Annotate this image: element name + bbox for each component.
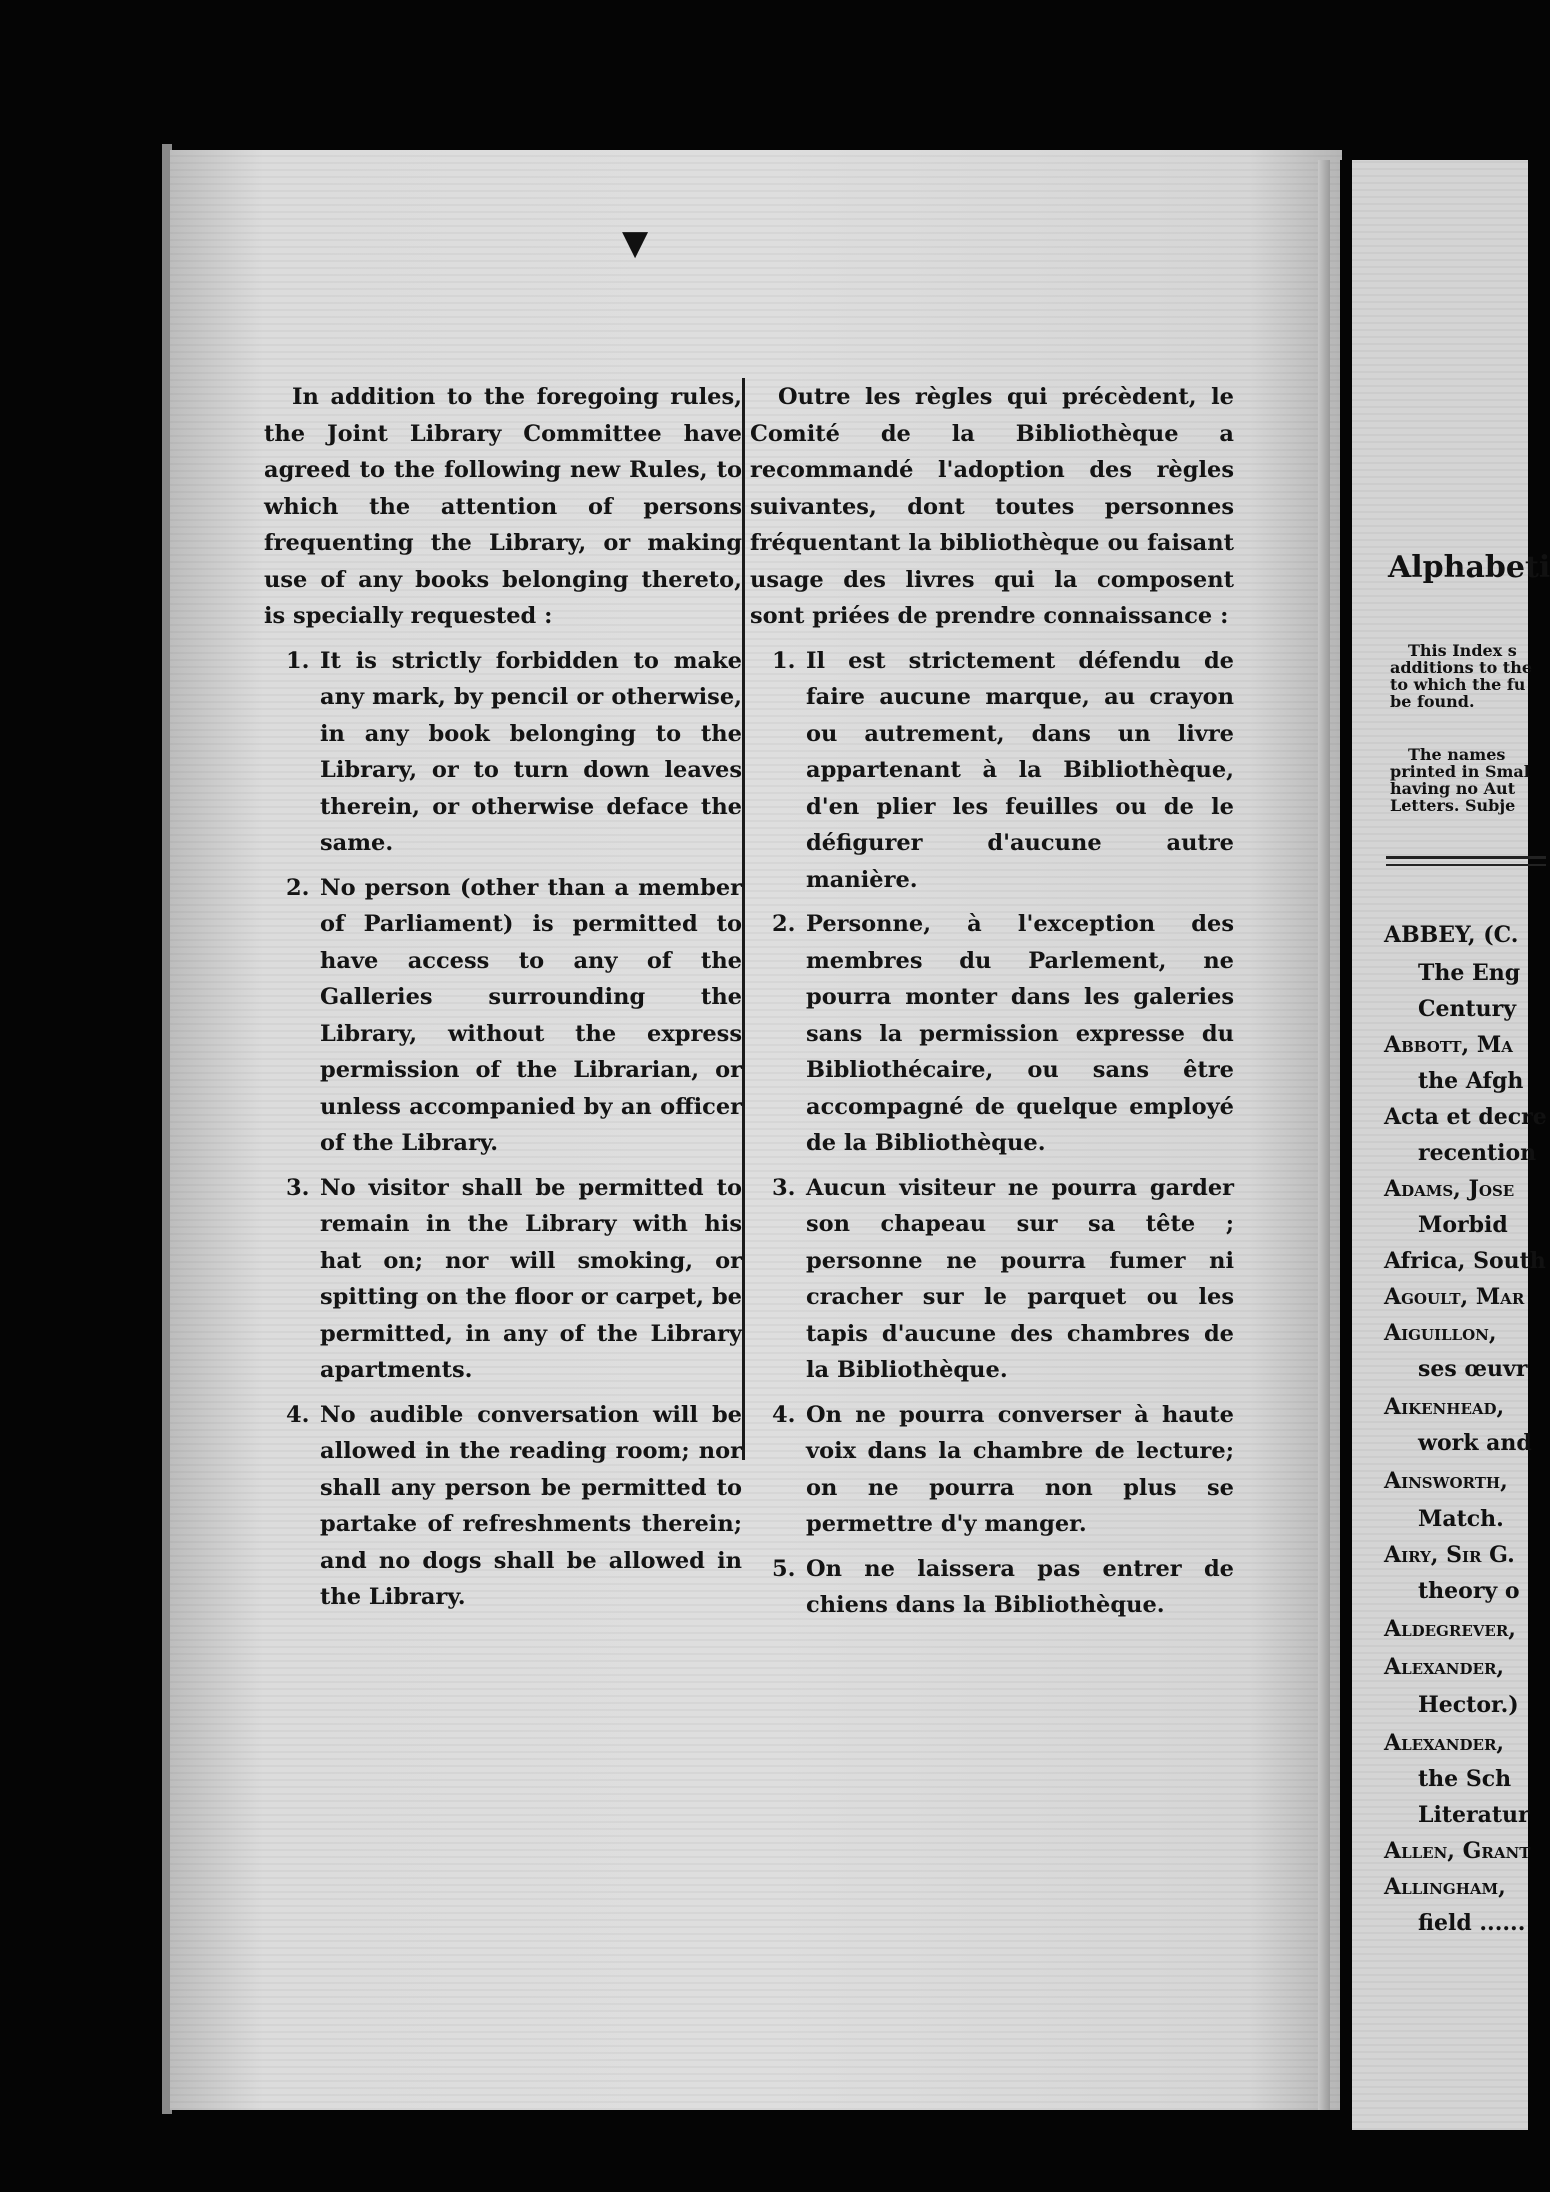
index-entry: Alexander, — [1384, 1654, 1505, 1680]
index-entry: Ainsworth, — [1384, 1468, 1508, 1494]
rule-text: No visitor shall be permitted to remain in the Library with his hat on; nor will smoking, or spitting on the floor or carpet, be permitted, in any of the Library apartments. — [320, 1174, 742, 1383]
rule-number: 3. — [286, 1174, 310, 1201]
page-edge — [1318, 160, 1330, 2110]
rule-text: Il est strictement défendu de faire aucune marque, au crayon ou autrement, dans un livre appartenant à la Bibliothèque, d'en plier les feuilles ou de le défigurer d'aucune autre manière. — [806, 647, 1234, 893]
index-note-line: additions to the — [1390, 658, 1533, 677]
index-rule — [1386, 864, 1546, 866]
index-entry: Adams, Jose — [1384, 1176, 1515, 1202]
index-note-line: The names — [1408, 745, 1506, 764]
right-page — [1352, 160, 1550, 2130]
rule-text: On ne pourra converser à haute voix dans la chambre de lecture; on ne pourra non plus se permettre d'y manger. — [806, 1401, 1234, 1537]
index-note-line: Letters. Subje — [1390, 796, 1516, 815]
index-entry: ses œuvr — [1418, 1356, 1528, 1382]
rule-number: 4. — [286, 1401, 310, 1428]
french-rule-5 — [750, 1551, 1234, 1624]
index-entry: Allen, Grant — [1384, 1838, 1531, 1864]
english-column — [264, 379, 742, 1616]
rule-number: 1. — [286, 647, 310, 674]
index-entry: Morbid — [1418, 1212, 1508, 1238]
ink-mark-icon: ▼ — [622, 223, 649, 263]
index-entry: work and — [1418, 1430, 1532, 1456]
rule-text: No person (other than a member of Parliament) is permitted to have access to any of the Galleries surrounding the Library, without the express permission of the Librarian, or unless accompanied by an officer of the Library. — [320, 874, 742, 1156]
english-rule-3 — [264, 1170, 742, 1389]
french-column — [750, 379, 1234, 1624]
rule-number: 1. — [772, 647, 796, 674]
english-rule-2 — [264, 870, 742, 1162]
index-entry: Acta et decre — [1384, 1104, 1547, 1130]
french-rule-4 — [750, 1397, 1234, 1543]
index-entry: theory o — [1418, 1578, 1520, 1604]
index-note-line: be found. — [1390, 692, 1475, 711]
index-entry: Century — [1418, 996, 1517, 1022]
rule-number: 4. — [772, 1401, 796, 1428]
rule-text: No audible conversation will be allowed in the reading room; nor shall any person be permitted to partake of refreshments therein; and no dogs shall be allowed in the Library. — [320, 1401, 742, 1610]
french-rule-1 — [750, 643, 1234, 899]
rule-text: Personne, à l'exception des membres du Parlement, ne pourra monter dans les galeries sans la permission expresse du Bibliothécaire, ou sans être accompagné de quelque employé de la Bibliothèque. — [806, 911, 1234, 1156]
french-intro: Outre les règles qui précèdent, le Comité de la Bibliothèque a recommandé l'adoption des règles suivantes, dont toutes personnes fréquentant la bibliothèque ou faisant usage des livres qui la composent sont priées de prendre connaissance : — [750, 384, 1234, 629]
index-title: Alphabeti — [1388, 550, 1550, 585]
index-entry: Hector.) — [1418, 1692, 1519, 1718]
index-note-line: to which the fu — [1390, 675, 1526, 694]
rule-text: Aucun visiteur ne pourra garder son chapeau sur sa tête ; personne ne pourra fumer ni cracher sur le parquet ou les tapis d'aucune des chambres de la Bibliothèque. — [806, 1174, 1234, 1383]
index-rule — [1386, 856, 1546, 859]
book-gutter — [1340, 160, 1352, 2130]
index-note-line: printed in Smal — [1390, 762, 1530, 781]
index-note-line: This Index s — [1408, 641, 1517, 660]
english-intro: In addition to the foregoing rules, the Joint Library Committee have agreed to the following new Rules, to which the attention of persons frequenting the Library, or making use of any books belonging thereto, is specially requested : — [264, 384, 742, 629]
index-entry: Match. — [1418, 1506, 1504, 1532]
index-note-line: having no Aut — [1390, 779, 1516, 798]
index-entry: Africa, South — [1384, 1248, 1546, 1274]
index-entry: Abbott, Ma — [1384, 1032, 1513, 1058]
index-entry: recention — [1418, 1140, 1537, 1166]
french-rule-2 — [750, 906, 1234, 1162]
rule-text: It is strictly forbidden to make any mark, by pencil or otherwise, in any book belonging to the Library, or to turn down leaves therein, or otherwise deface the same. — [320, 647, 742, 856]
index-entry: ABBEY, (C. — [1384, 922, 1519, 948]
index-entry: Agoult, Mar — [1384, 1284, 1525, 1310]
index-entry: Alexander, — [1384, 1730, 1505, 1756]
index-entry: Aikenhead, — [1384, 1394, 1505, 1420]
index-entry: Airy, Sir G. — [1384, 1542, 1515, 1568]
rule-number: 5. — [772, 1555, 796, 1582]
index-entry: field ...... — [1418, 1910, 1526, 1936]
column-divider — [742, 378, 745, 1460]
index-entry: the Afgh — [1418, 1068, 1524, 1094]
index-entry: Literatur — [1418, 1802, 1530, 1828]
rule-number: 2. — [286, 874, 310, 901]
index-entry: The Eng — [1418, 960, 1521, 986]
english-rule-1 — [264, 643, 742, 862]
rule-number: 3. — [772, 1174, 796, 1201]
rule-text: On ne laissera pas entrer de chiens dans la Bibliothèque. — [806, 1555, 1234, 1618]
index-entry: the Sch — [1418, 1766, 1512, 1792]
english-rule-4 — [264, 1397, 742, 1616]
index-entry: Aldegrever, — [1384, 1616, 1516, 1642]
index-entry: Allingham, — [1384, 1874, 1506, 1900]
rule-number: 2. — [772, 911, 796, 937]
index-entry: Aiguillon, — [1384, 1320, 1497, 1346]
french-rule-3 — [750, 1170, 1234, 1389]
